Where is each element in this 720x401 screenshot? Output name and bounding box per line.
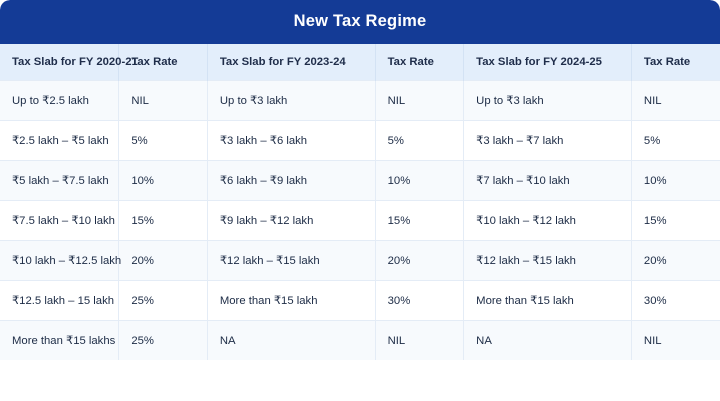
cell-rate-2023-24: 15%	[375, 201, 464, 241]
cell-slab-2023-24: ₹6 lakh – ₹9 lakh	[207, 161, 375, 201]
cell-slab-2024-25: ₹12 lakh – ₹15 lakh	[464, 241, 632, 281]
cell-rate-2024-25: 5%	[631, 121, 720, 161]
cell-rate-2020-21: 25%	[119, 321, 208, 361]
cell-rate-2023-24: 20%	[375, 241, 464, 281]
cell-rate-2024-25: NIL	[631, 321, 720, 361]
cell-rate-2024-25: 30%	[631, 281, 720, 321]
cell-slab-2020-21: ₹10 lakh – ₹12.5 lakh	[0, 241, 119, 281]
cell-rate-2020-21: 20%	[119, 241, 208, 281]
cell-rate-2023-24: 10%	[375, 161, 464, 201]
cell-slab-2020-21: More than ₹15 lakhs	[0, 321, 119, 361]
cell-rate-2020-21: 5%	[119, 121, 208, 161]
cell-rate-2020-21: 25%	[119, 281, 208, 321]
cell-rate-2023-24: 5%	[375, 121, 464, 161]
cell-slab-2024-25: NA	[464, 321, 632, 361]
column-header-rate-2024-25: Tax Rate	[631, 44, 720, 81]
cell-slab-2020-21: ₹12.5 lakh – 15 lakh	[0, 281, 119, 321]
cell-rate-2023-24: NIL	[375, 321, 464, 361]
cell-slab-2024-25: ₹7 lakh – ₹10 lakh	[464, 161, 632, 201]
cell-rate-2024-25: 10%	[631, 161, 720, 201]
cell-rate-2024-25: 20%	[631, 241, 720, 281]
cell-slab-2023-24: Up to ₹3 lakh	[207, 81, 375, 121]
column-header-rate-2023-24: Tax Rate	[375, 44, 464, 81]
cell-slab-2023-24: ₹3 lakh – ₹6 lakh	[207, 121, 375, 161]
page-title: New Tax Regime	[0, 0, 720, 44]
cell-slab-2023-24: NA	[207, 321, 375, 361]
column-header-slab-2020-21: Tax Slab for FY 2020-21	[0, 44, 119, 81]
table-row	[0, 281, 720, 321]
cell-slab-2023-24: More than ₹15 lakh	[207, 281, 375, 321]
cell-rate-2020-21: 15%	[119, 201, 208, 241]
table-row	[0, 81, 720, 121]
cell-slab-2024-25: Up to ₹3 lakh	[464, 81, 632, 121]
cell-slab-2020-21: Up to ₹2.5 lakh	[0, 81, 119, 121]
table-row	[0, 121, 720, 161]
cell-slab-2020-21: ₹2.5 lakh – ₹5 lakh	[0, 121, 119, 161]
table-row	[0, 161, 720, 201]
table-row	[0, 241, 720, 281]
cell-rate-2020-21: 10%	[119, 161, 208, 201]
table-header	[0, 44, 720, 81]
column-header-rate-2020-21: Tax Rate	[119, 44, 208, 81]
table-header-row	[0, 44, 720, 81]
cell-slab-2023-24: ₹9 lakh – ₹12 lakh	[207, 201, 375, 241]
cell-slab-2020-21: ₹5 lakh – ₹7.5 lakh	[0, 161, 119, 201]
cell-rate-2024-25: NIL	[631, 81, 720, 121]
cell-slab-2024-25: More than ₹15 lakh	[464, 281, 632, 321]
table-row	[0, 321, 720, 361]
cell-slab-2024-25: ₹10 lakh – ₹12 lakh	[464, 201, 632, 241]
column-header-slab-2024-25: Tax Slab for FY 2024-25	[464, 44, 632, 81]
cell-rate-2024-25: 15%	[631, 201, 720, 241]
cell-slab-2023-24: ₹12 lakh – ₹15 lakh	[207, 241, 375, 281]
column-header-slab-2023-24: Tax Slab for FY 2023-24	[207, 44, 375, 81]
cell-rate-2020-21: NIL	[119, 81, 208, 121]
table-row	[0, 201, 720, 241]
table-body	[0, 81, 720, 361]
cell-slab-2020-21: ₹7.5 lakh – ₹10 lakh	[0, 201, 119, 241]
tax-slab-table	[0, 44, 720, 360]
cell-rate-2023-24: 30%	[375, 281, 464, 321]
cell-rate-2023-24: NIL	[375, 81, 464, 121]
cell-slab-2024-25: ₹3 lakh – ₹7 lakh	[464, 121, 632, 161]
